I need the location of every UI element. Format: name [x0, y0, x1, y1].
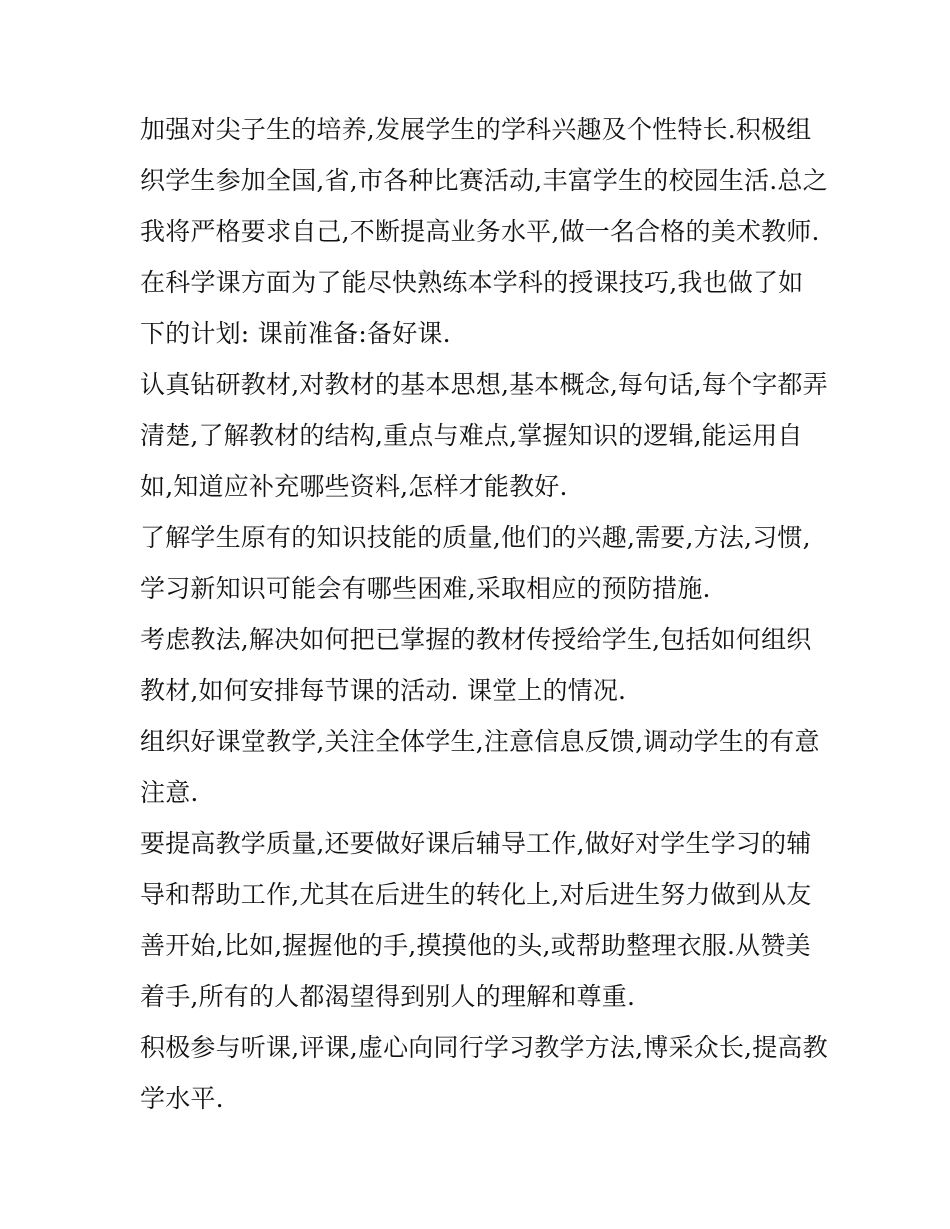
- text-line: 了解学生原有的知识技能的质量,他们的兴趣,需要,方法,习惯,: [140, 523, 811, 552]
- text-line: 在科学课方面为了能尽快熟练本学科的授课技巧,我也做了如: [140, 268, 804, 297]
- text-line: 教材,如何安排每节课的活动. 课堂上的情况.: [140, 676, 627, 705]
- text-line: 积极参与听课,评课,虚心向同行学习教学方法,博采众长,提高教: [140, 1033, 828, 1062]
- text-line: 学习新知识可能会有哪些困难,采取相应的预防措施.: [140, 574, 711, 603]
- text-line: 注意.: [140, 778, 199, 807]
- text-line: 要提高教学质量,还要做好课后辅导工作,做好对学生学习的辅: [140, 829, 812, 858]
- text-line: 善开始,比如,握握他的手,摸摸他的头,或帮助整理衣服.从赞美: [140, 931, 811, 960]
- text-line: 下的计划: 课前准备:备好课.: [140, 319, 451, 348]
- text-line: 考虑教法,解决如何把已掌握的教材传授给学生,包括如何组织: [140, 625, 812, 654]
- text-line: 清楚,了解教材的结构,重点与难点,掌握知识的逻辑,能运用自: [140, 421, 803, 450]
- text-line: 导和帮助工作,尤其在后进生的转化上,对后进生努力做到从友: [140, 880, 812, 909]
- text-line: 如,知道应补充哪些资料,怎样才能教好.: [140, 472, 568, 501]
- text-line: 加强对尖子生的培养,发展学生的学科兴趣及个性特长.积极组: [140, 115, 812, 144]
- text-line: 组织好课堂教学,关注全体学生,注意信息反馈,调动学生的有意: [140, 727, 820, 756]
- text-line: 织学生参加全国,省,市各种比赛活动,丰富学生的校园生活.总之: [140, 166, 828, 195]
- text-line: 着手,所有的人都渴望得到别人的理解和尊重.: [140, 982, 636, 1011]
- text-line: 我将严格要求自己,不断提高业务水平,做一名合格的美术教师.: [140, 217, 820, 246]
- text-line: 认真钻研教材,对教材的基本思想,基本概念,每句话,每个字都弄: [140, 370, 828, 399]
- document-body: [140, 104, 828, 1124]
- text-line: 学水平.: [140, 1084, 224, 1113]
